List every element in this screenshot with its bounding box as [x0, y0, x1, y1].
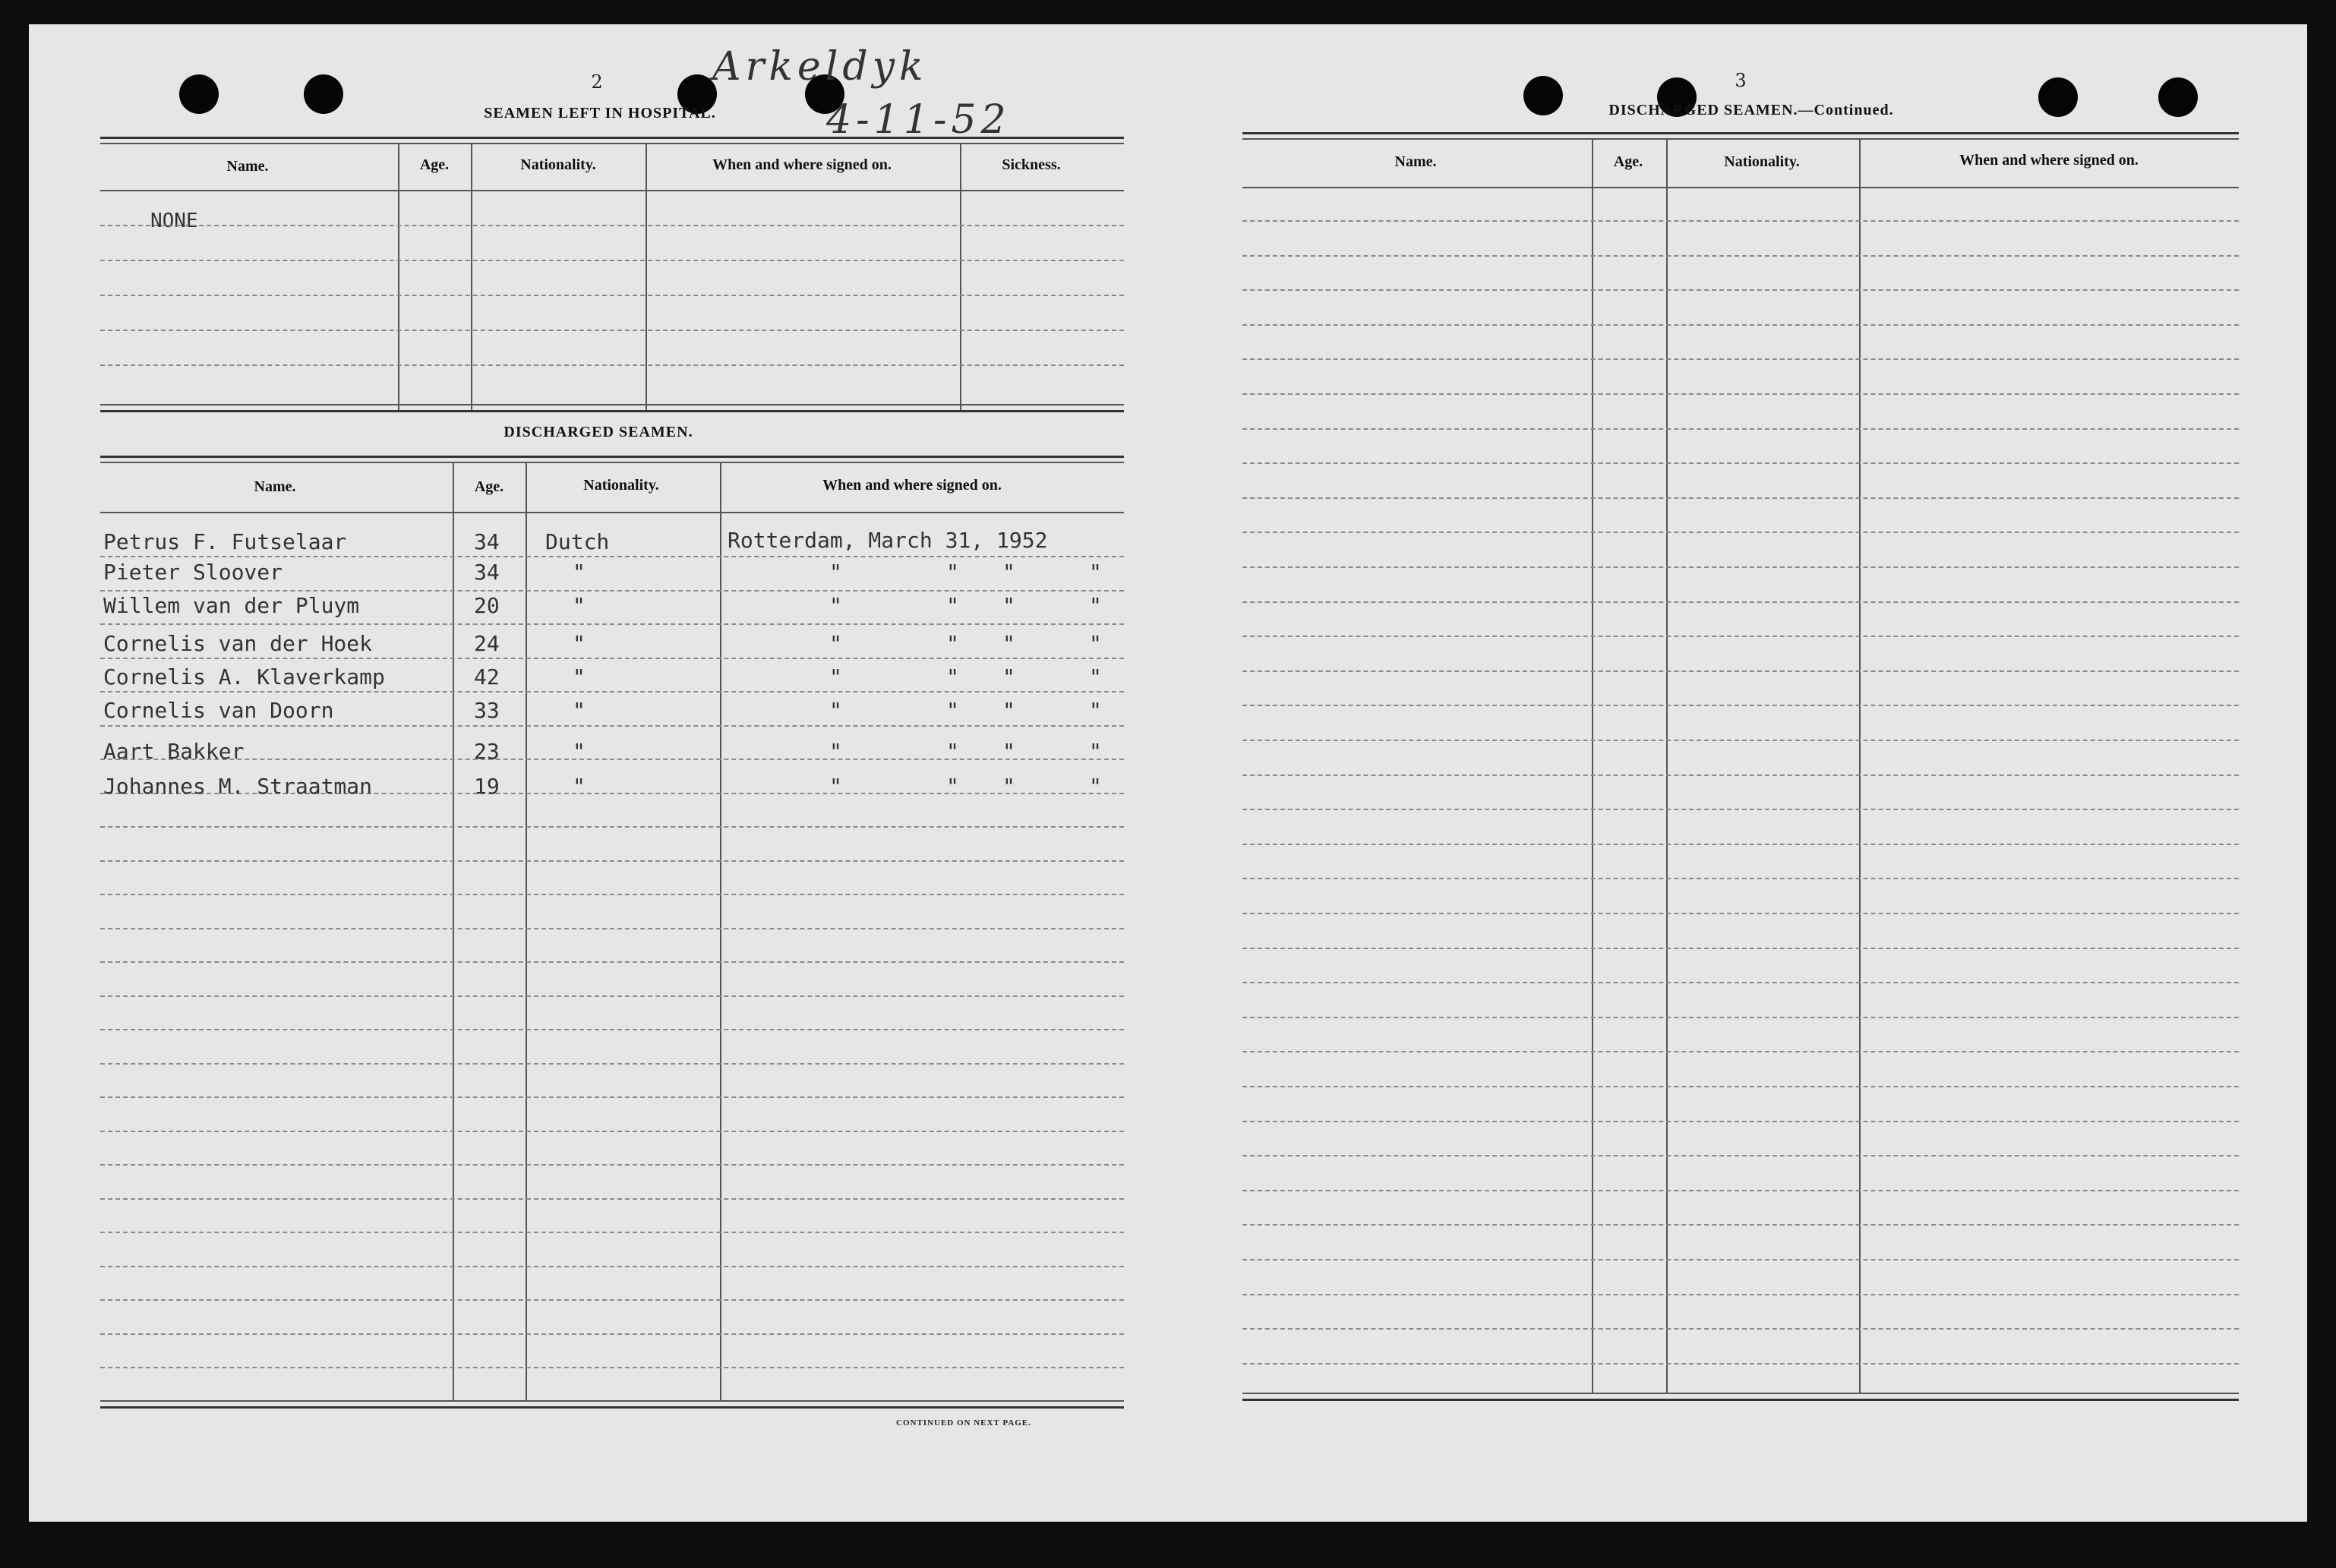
ditto-mark: ": [1089, 664, 1102, 689]
column-header-signed-on: When and where signed on.: [1959, 152, 2139, 169]
punch-hole: [2038, 77, 2078, 117]
ruled-line: [100, 1164, 1124, 1166]
ruled-line: [100, 725, 1124, 727]
handwritten-ship-name: Arkeldyk: [712, 44, 928, 90]
ditto-mark: ": [829, 774, 842, 799]
ruled-line: [1242, 809, 2239, 810]
ruled-line: [1242, 670, 2239, 672]
ruled-line: [100, 1266, 1124, 1267]
ruled-line: [100, 1131, 1124, 1132]
ruled-line: [1242, 1363, 2239, 1365]
ruled-line: [100, 759, 1124, 760]
ditto-mark: ": [1002, 631, 1015, 656]
ruled-line: [1242, 982, 2239, 983]
ditto-mark: ": [829, 560, 842, 585]
seaman-age: 23: [474, 739, 500, 764]
seaman-age: 34: [474, 560, 500, 585]
ruled-line: [100, 623, 1124, 625]
ruled-line: [1242, 913, 2239, 914]
seaman-nationality: ": [573, 631, 586, 656]
seaman-name: Petrus F. Futselaar: [103, 529, 347, 554]
ruled-line: [100, 995, 1124, 997]
ruled-line: [1242, 220, 2239, 222]
column-header-age: Age.: [419, 156, 450, 173]
seaman-age: 19: [474, 774, 500, 799]
ditto-mark: ": [946, 560, 959, 585]
ditto-mark: ": [946, 631, 959, 656]
ruled-line: [1242, 601, 2239, 603]
seaman-age: 42: [474, 664, 500, 689]
ditto-mark: ": [1089, 593, 1102, 618]
ditto-mark: ": [1002, 739, 1015, 764]
punch-hole: [179, 74, 219, 114]
ruled-line: [100, 826, 1124, 828]
ruled-line: [1242, 1294, 2239, 1295]
ruled-line: [1242, 1017, 2239, 1018]
ruled-line: [100, 860, 1124, 862]
ruled-line: [100, 691, 1124, 693]
ruled-line: [1242, 1328, 2239, 1330]
ruled-line: [100, 556, 1124, 557]
column-header-name: Name.: [226, 158, 269, 175]
ruled-line: [1242, 462, 2239, 464]
discharged-section-title: DISCHARGED SEAMEN.: [504, 424, 693, 440]
seaman-age: 33: [474, 698, 500, 723]
ditto-mark: ": [829, 664, 842, 689]
seaman-name: Cornelis van der Hoek: [103, 631, 373, 656]
ruled-line: [100, 961, 1124, 963]
seaman-nationality: ": [573, 698, 586, 723]
seaman-nationality: ": [573, 774, 586, 799]
ditto-mark: ": [1089, 774, 1102, 799]
seaman-name: Aart Bakker: [103, 739, 245, 764]
ruled-line: [1242, 705, 2239, 706]
ruled-line: [1242, 1190, 2239, 1191]
ditto-mark: ": [946, 593, 959, 618]
seaman-name: Pieter Sloover: [103, 560, 283, 585]
handwritten-date: 4-11-52: [826, 97, 1011, 143]
ditto-mark: ": [946, 774, 959, 799]
seaman-name: Willem van der Pluym: [103, 593, 360, 618]
ruled-line: [1242, 566, 2239, 568]
ditto-mark: ": [946, 739, 959, 764]
ditto-mark: ": [829, 631, 842, 656]
ruled-line: [1242, 255, 2239, 257]
seaman-nationality: ": [573, 664, 586, 689]
punch-hole: [1523, 76, 1563, 115]
seaman-name: Cornelis A. Klaverkamp: [103, 664, 385, 689]
ruled-line: [100, 1367, 1124, 1368]
column-header-signed-on: When and where signed on.: [822, 477, 1002, 494]
seaman-name: Cornelis van Doorn: [103, 698, 334, 723]
ditto-mark: ": [1002, 593, 1015, 618]
seaman-nationality: Dutch: [545, 529, 610, 554]
ruled-line: [1242, 1051, 2239, 1052]
column-header-age: Age.: [474, 478, 504, 495]
ditto-mark: ": [829, 739, 842, 764]
ruled-line: [1242, 775, 2239, 776]
ruled-line: [100, 928, 1124, 929]
ditto-mark: ": [1089, 560, 1102, 585]
ruled-line: [1242, 948, 2239, 949]
column-header-nationality: Nationality.: [1724, 153, 1800, 170]
ditto-mark: ": [1002, 774, 1015, 799]
ruled-line: [100, 894, 1124, 895]
seaman-nationality: ": [573, 593, 586, 618]
ruled-line: [100, 1299, 1124, 1301]
ditto-mark: ": [1089, 631, 1102, 656]
ruled-line: [1242, 1086, 2239, 1087]
seaman-age: 34: [474, 529, 500, 554]
continued-note: CONTINUED ON NEXT PAGE.: [896, 1418, 1031, 1428]
ditto-mark: ": [829, 698, 842, 723]
seaman-age: 20: [474, 593, 500, 618]
ruled-line: [1242, 532, 2239, 533]
ditto-mark: ": [1002, 560, 1015, 585]
document-sheet: [29, 24, 2307, 1522]
ruled-line: [1242, 428, 2239, 430]
ruled-line: [1242, 289, 2239, 291]
ruled-line: [1242, 358, 2239, 360]
ruled-line: [100, 1198, 1124, 1200]
punch-hole: [2158, 77, 2198, 117]
ruled-line: [1242, 497, 2239, 499]
column-header-nationality: Nationality.: [520, 156, 596, 173]
ruled-line: [1242, 878, 2239, 879]
ruled-line: [100, 1063, 1124, 1065]
ruled-line: [100, 1333, 1124, 1335]
ruled-line: [100, 590, 1124, 592]
ditto-mark: ": [1002, 698, 1015, 723]
discharged-continued-title: DISCHARGED SEAMEN.—Continued.: [1608, 102, 1894, 118]
seaman-nationality: ": [573, 739, 586, 764]
ditto-mark: ": [1089, 698, 1102, 723]
column-header-sickness: Sickness.: [1002, 156, 1061, 173]
punch-hole: [304, 74, 343, 114]
ruled-line: [1242, 1259, 2239, 1260]
seaman-age: 24: [474, 631, 500, 656]
ditto-mark: ": [946, 698, 959, 723]
ruled-line: [1242, 1121, 2239, 1122]
ruled-line: [100, 1096, 1124, 1098]
column-header-age: Age.: [1613, 153, 1643, 170]
ruled-line: [1242, 1155, 2239, 1156]
ruled-line: [1242, 636, 2239, 637]
ditto-mark: ": [1002, 664, 1015, 689]
seaman-nationality: ": [573, 560, 586, 585]
ditto-mark: ": [829, 593, 842, 618]
ruled-line: [1242, 740, 2239, 741]
column-header-nationality: Nationality.: [583, 477, 659, 494]
ruled-line: [100, 658, 1124, 659]
seaman-name: Johannes M. Straatman: [103, 774, 373, 799]
ruled-line: [1242, 844, 2239, 845]
hospital-entry: NONE: [150, 210, 198, 232]
column-header-signed-on: When and where signed on.: [712, 156, 892, 173]
ditto-mark: ": [946, 664, 959, 689]
hospital-section-title: SEAMEN LEFT IN HOSPITAL.: [484, 105, 716, 121]
column-header-name: Name.: [1394, 153, 1437, 170]
page-number: 3: [1735, 70, 1747, 91]
seaman-signed-on: Rotterdam, March 31, 1952: [728, 528, 1048, 553]
page-number: 2: [591, 71, 603, 93]
ruled-line: [1242, 324, 2239, 326]
ruled-line: [1242, 393, 2239, 395]
ruled-line: [100, 1232, 1124, 1233]
ruled-line: [100, 1029, 1124, 1030]
ditto-mark: ": [1089, 739, 1102, 764]
ruled-line: [1242, 1224, 2239, 1226]
column-header-name: Name.: [254, 478, 296, 495]
